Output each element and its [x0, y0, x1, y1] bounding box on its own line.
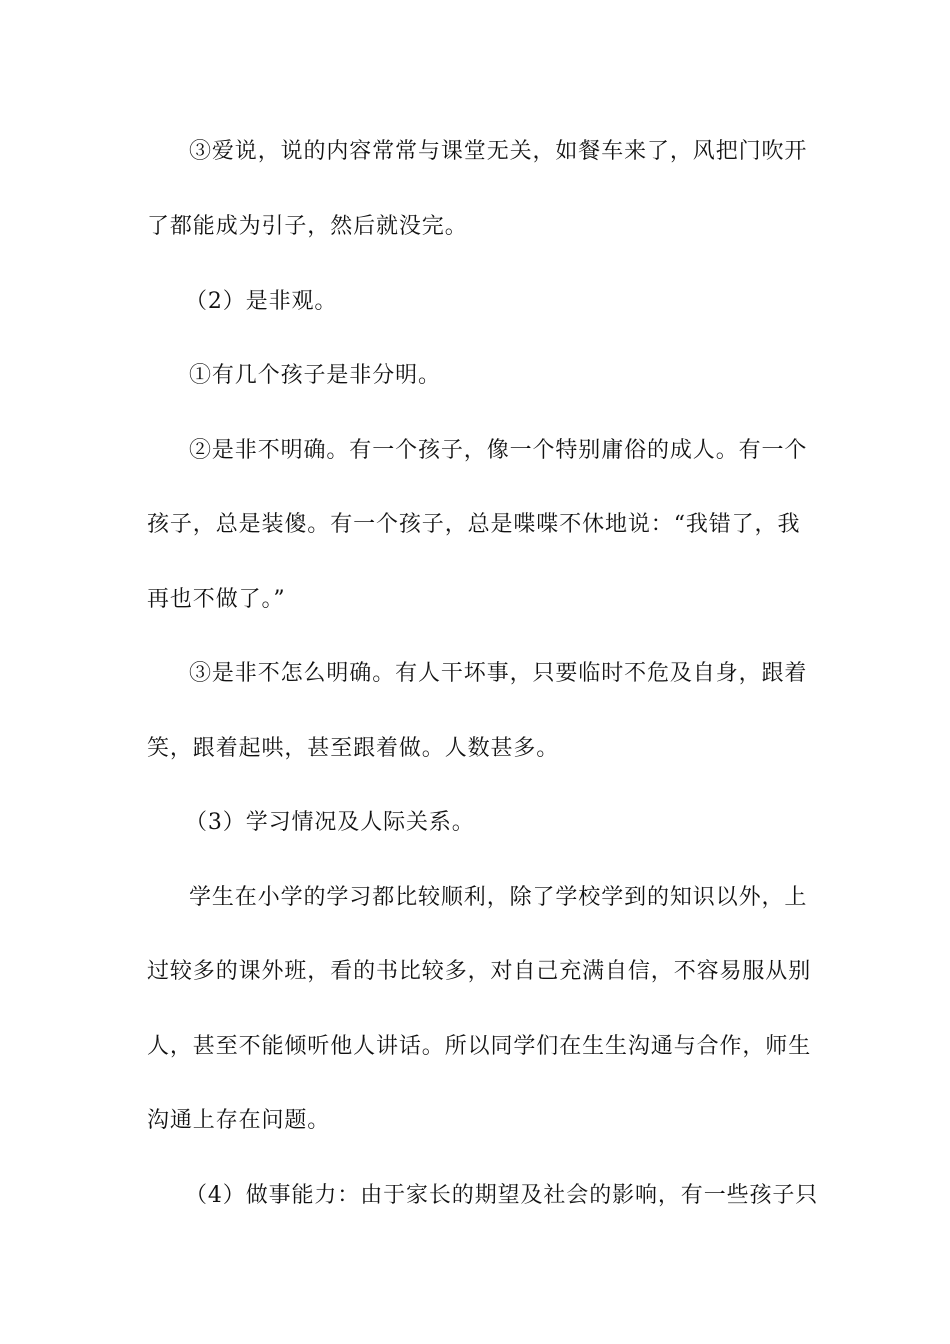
section-heading: （3）学习情况及人际关系。: [185, 810, 475, 835]
paragraph-line: 人，甚至不能倾听他人讲话。所以同学们在生生沟通与合作，师生: [147, 1034, 812, 1059]
paragraph-line: 了都能成为引子，然后就没完。: [147, 214, 468, 239]
paragraph-line: 再也不做了。”: [147, 587, 286, 612]
section-heading: （2）是非观。: [185, 289, 338, 314]
paragraph-line: 过较多的课外班，看的书比较多，对自己充满自信，不容易服从别: [147, 959, 812, 984]
paragraph-line: ③是非不怎么明确。有人干坏事，只要临时不危及自身，跟着: [189, 661, 808, 686]
paragraph-line: 学生在小学的学习都比较顺利，除了学校学到的知识以外，上: [189, 885, 808, 910]
paragraph-line: 孩子，总是装傻。有一个孩子，总是喋喋不休地说：“我错了，我: [147, 512, 801, 537]
section-heading: （4）做事能力：由于家长的期望及社会的影响，有一些孩子只: [185, 1183, 819, 1208]
paragraph-line: ③爱说，说的内容常常与课堂无关，如餐车来了，风把门吹开: [189, 139, 808, 164]
paragraph-line: ①有几个孩子是非分明。: [189, 363, 441, 388]
paragraph-line: 笑，跟着起哄，甚至跟着做。人数甚多。: [147, 736, 560, 761]
paragraph-line: 沟通上存在问题。: [147, 1108, 331, 1133]
paragraph-line: ②是非不明确。有一个孩子，像一个特别庸俗的成人。有一个: [189, 438, 808, 463]
